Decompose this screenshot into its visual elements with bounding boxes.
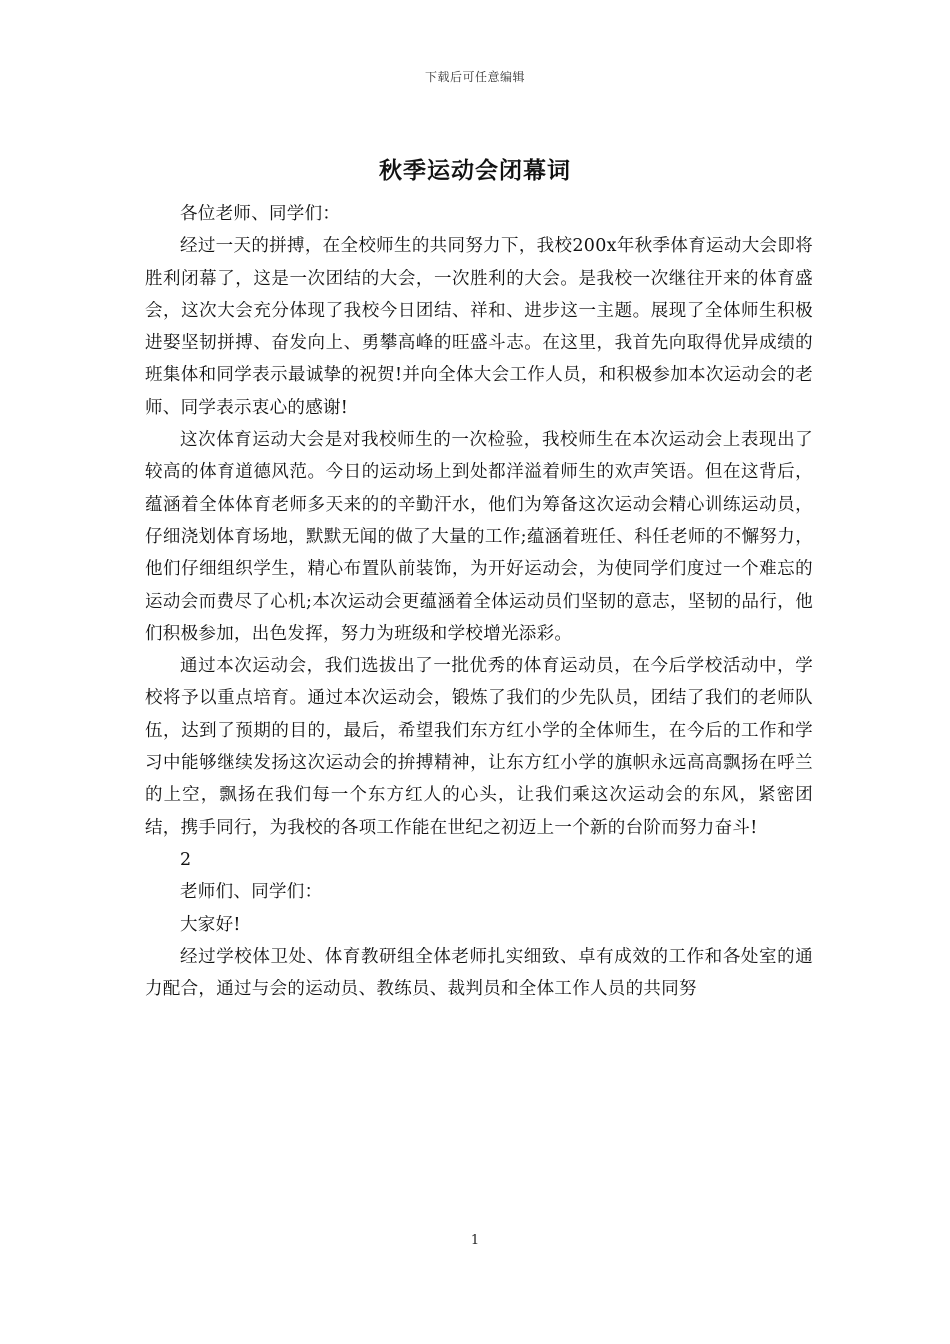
body-paragraph: 经过学校体卫处、体育教研组全体老师扎实细致、卓有成效的工作和各处室的通力配合，通过与会的运动员、教练员、裁判员和全体工作人员的共同努 (145, 946, 813, 1000)
body-paragraph: 这次体育运动大会是对我校师生的一次检验，我校师生在本次运动会上表现出了较高的体育道德风范。今日的运动场上到处都洋溢着师生的欢声笑语。但在这背后，蕴涵着全体体育老师多天来的的辛勤汗水，他们为筹备这次运动会精心训练运动员，仔细浇划体育场地，默默无闻的做了大量的工作;蕴涵着班任、科任老师的不懈努力，他们仔细组织学生，精心布置队前装饰，为开好运动会，为使同学们度过一个难忘的运动会而费尽了心机;本次运动会更蕴涵着全体运动员们坚韧的意志，坚韧的品行，他们积极参加，出色发挥，努力为班级和学校增光添彩。 (145, 430, 813, 644)
header-note: 下载后可任意编辑 (424, 70, 525, 84)
greeting: 大家好! (180, 914, 241, 935)
document-body (145, 198, 813, 1005)
document-title: 秋季运动会闭幕词 (379, 157, 571, 184)
salutation: 各位老师、同学们： (180, 204, 341, 224)
section-number: 2 (180, 849, 192, 870)
page-number: 1 (470, 1233, 480, 1248)
salutation: 老师们、同学们： (180, 882, 323, 903)
body-paragraph: 通过本次运动会，我们选拔出了一批优秀的体育运动员，在今后学校活动中，学校将予以重点培育。通过本次运动会，锻炼了我们的少先队员，团结了我们的老师队伍，达到了预期的目的，最后，希望我们东方红小学的全体师生，在今后的工作和学习中能够继续发扬这次运动会的拚搏精神，让东方红小学的旗帜永远高高飘扬在呼兰的上空，飘扬在我们每一个东方红人的心头，让我们乘这次运动会的东风，紧密团结，携手同行，为我校的各项工作能在世纪之初迈上一个新的台阶而努力奋斗! (145, 656, 813, 838)
body-paragraph: 经过一天的拼搏，在全校师生的共同努力下，我校200x年秋季体育运动大会即将胜利闭幕了，这是一次团结的大会，一次胜利的大会。是我校一次继往开来的体育盛会，这次大会充分体现了我校今日团结、祥和、进步这一主题。展现了全体师生积极进娶坚韧拼搏、奋发向上、勇攀高峰的旺盛斗志。在这里，我首先向取得优异成绩的班集体和同学表示最诚挚的祝贺!并向全体大会工作人员，和积极参加本次运动会的老师、同学表示衷心的感谢! (145, 236, 813, 418)
